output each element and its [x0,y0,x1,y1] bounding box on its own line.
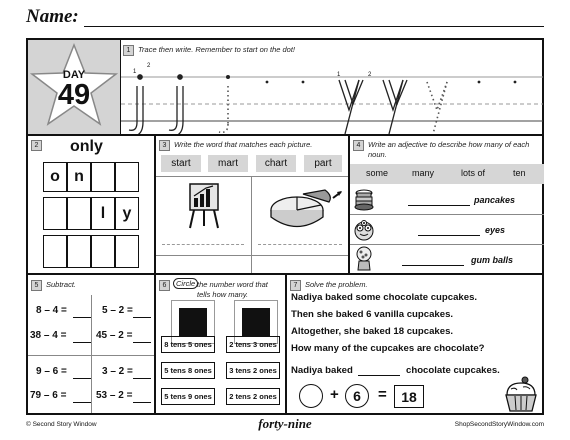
section-6-circle-word: Circle [173,278,198,289]
day-panel [28,40,120,134]
footer-website: ShopSecondStoryWindow.com [454,421,544,428]
option-3-tens-2-ones[interactable]: 3 tens 2 ones [226,362,280,379]
letter-cell[interactable]: y [115,197,139,230]
eye-creature-icon [353,217,375,241]
answer-blank[interactable] [73,378,91,379]
stroke-mark-y-2: 2 [368,72,372,78]
answer-sentence-start: Nadiya baked [291,365,353,376]
problem-line-4: How many of the cupcakes are chocolate? [291,343,485,354]
adjective-blank-3[interactable] [402,265,464,266]
subtract-problem: 38 – 4 = [30,330,67,341]
answer-blank[interactable] [73,317,91,318]
subtract-problem: 9 – 6 = [36,366,67,377]
noun-pancakes: pancakes [474,195,516,205]
section-5-instruction: Subtract. [46,280,77,289]
trace-letter-j-dotted [219,86,228,132]
answer-sentence-blank[interactable] [358,375,400,376]
name-label: Name: [26,6,79,27]
adjective-some: some [366,168,389,178]
section-3-instruction: Write the word that matches each picture. [174,140,313,149]
letter-cell[interactable] [115,162,139,192]
stroke-mark-j-2: 2 [147,63,151,69]
subtract-problem: 45 – 2 = [96,330,133,341]
gumball-machine-icon [355,246,373,272]
section-3-number: 3 [159,140,170,151]
section-4-instruction: Write an adjective to describe how many of each noun. [368,140,530,159]
answer-blank[interactable] [73,342,91,343]
footer-page-word: forty-nine [258,416,312,431]
day-label: DAY [62,69,86,81]
section-2-word: only [70,138,103,155]
trace-letter-y-2 [383,80,407,134]
adjective-blank-2[interactable] [418,235,480,236]
adjective-many: many [412,168,435,178]
stroke-mark-y-1: 1 [337,72,341,78]
subtract-problem: 3 – 2 = [102,366,133,377]
cupcake-stack-icon [353,187,375,211]
equation-total-box: 18 [394,385,424,408]
equation-equals: = [378,386,387,403]
problem-line-3: Altogether, she baked 18 cupcakes. [291,326,454,337]
subtract-problem: 8 – 4 = [36,305,67,316]
letter-cell[interactable] [43,197,67,230]
problem-line-1: Nadiya baked some chocolate cupcakes. [291,292,478,303]
equation-plus: + [330,386,339,403]
section-1-number: 1 [123,45,134,56]
name-line[interactable] [84,26,544,27]
answer-blank[interactable] [133,342,151,343]
equation-given-circle: 6 [345,384,369,408]
word-bank-start: start [161,155,201,172]
letter-cell[interactable] [67,197,91,230]
section-6-instruction: the number word that tells how many. [197,280,268,299]
adjective-ten: ten [513,168,526,178]
option-5-tens-8-ones[interactable]: 5 tens 8 ones [161,362,215,379]
word-bank-part: part [304,155,342,172]
letter-cell[interactable]: l [91,197,115,230]
letter-cell[interactable]: n [67,162,91,192]
word-bank-chart: chart [256,155,296,172]
handwriting-lines[interactable] [121,60,543,134]
noun-gum-balls: gum balls [471,255,514,265]
footer-copyright: © Second Story Window [26,421,97,428]
letter-cell[interactable]: o [43,162,67,192]
option-8-tens-5-ones[interactable]: 8 tens 5 ones [161,336,215,353]
subtract-problem: 53 – 2 = [96,390,133,401]
letter-cell[interactable] [115,235,139,268]
section-1-instruction: Trace then write. Remember to start on the dot! [138,45,296,54]
cupcake-icon [503,375,539,413]
subtract-problem: 5 – 2 = [102,305,133,316]
option-2-tens-2-ones[interactable]: 2 tens 2 ones [226,388,280,405]
answer-blank[interactable] [133,317,151,318]
letter-cell[interactable] [91,162,115,192]
word-bank-mart: mart [208,155,248,172]
letter-cell[interactable] [67,235,91,268]
section-5-number: 5 [31,280,42,291]
chart-easel-icon [186,180,222,230]
adjective-blank-1[interactable] [408,205,470,206]
stroke-mark-j-1: 1 [133,69,137,75]
day-number: 49 [57,79,91,111]
section-7-number: 7 [290,280,301,291]
noun-eyes: eyes [485,225,506,235]
answer-line-pie[interactable] [258,244,342,245]
answer-blank[interactable] [73,402,91,403]
answer-line-easel[interactable] [162,244,244,245]
tens-block-left [179,308,207,336]
equation-unknown-circle[interactable] [299,384,323,408]
answer-sentence-end: chocolate cupcakes. [406,365,500,376]
section-7-instruction: Solve the problem. [305,280,368,289]
letter-cell[interactable] [91,235,115,268]
subtract-problem: 79 – 6 = [30,390,67,401]
section-2-number: 2 [31,140,42,151]
option-5-tens-9-ones[interactable]: 5 tens 9 ones [161,388,215,405]
answer-blank[interactable] [133,378,151,379]
trace-letter-y-dotted [427,82,447,134]
answer-blank[interactable] [133,402,151,403]
section-4-number: 4 [353,140,364,151]
problem-line-2: Then she baked 6 vanilla cupcakes. [291,309,454,320]
section-6-number: 6 [159,280,170,291]
pie-chart-icon [265,186,343,230]
adjective-lots-of: lots of [461,168,486,178]
trace-letter-y-1 [339,80,363,134]
letter-cell[interactable] [43,235,67,268]
tens-block-right [242,308,270,336]
option-2-tens-3-ones[interactable]: 2 tens 3 ones [226,336,280,353]
